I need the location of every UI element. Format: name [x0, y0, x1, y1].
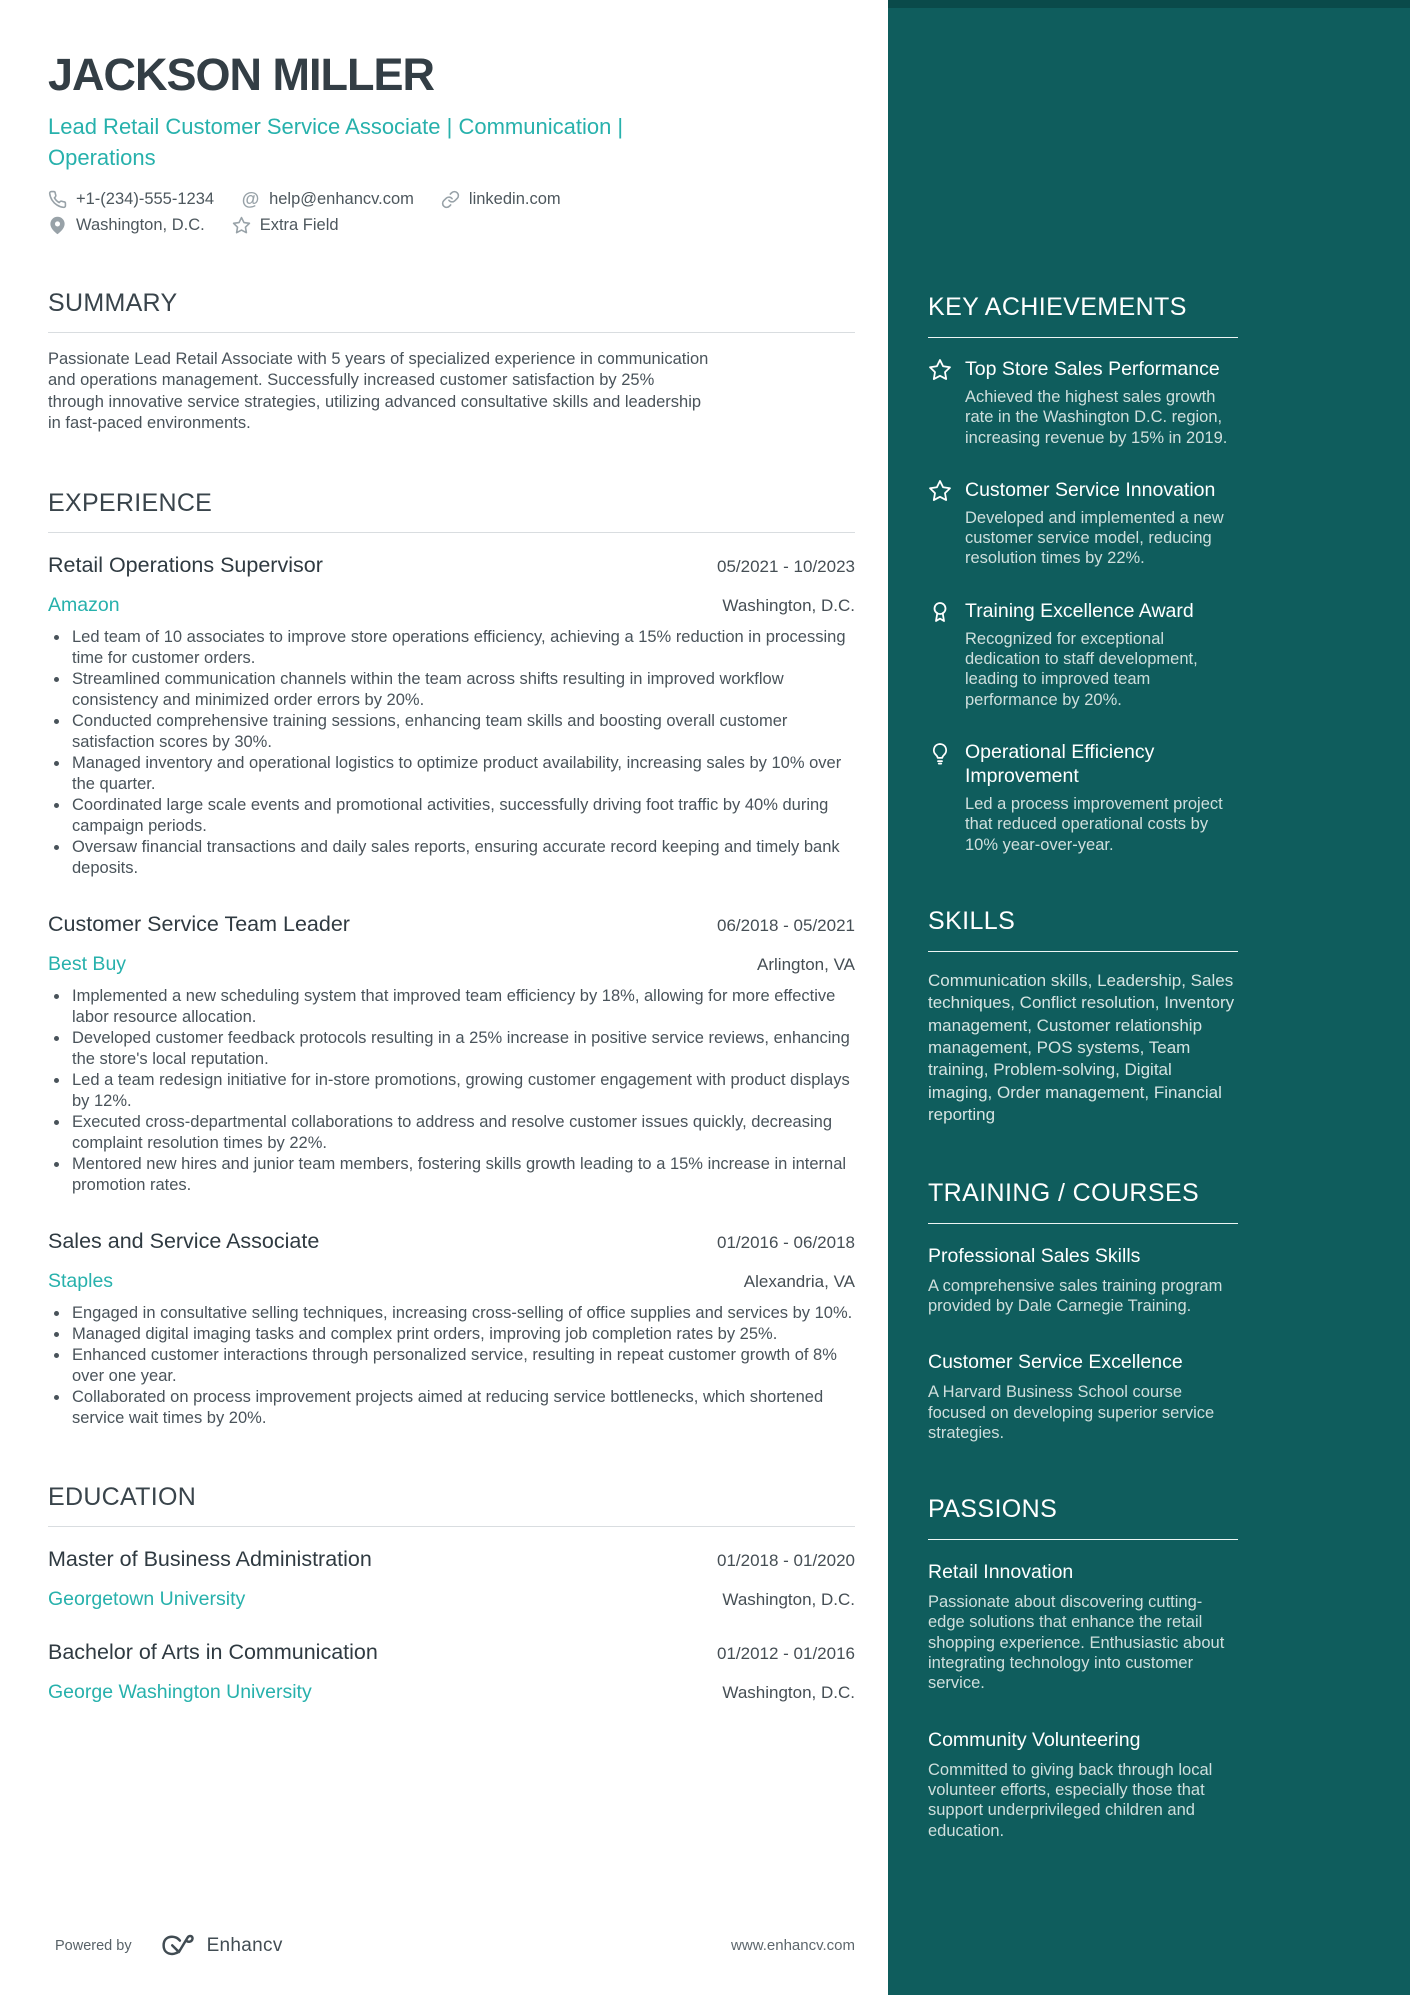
achievement-item — [928, 599, 1238, 710]
company-name: Staples — [48, 1269, 114, 1292]
footer — [55, 1932, 855, 1959]
degree-entry — [48, 1639, 855, 1704]
job-bullet: • Oversaw financial transactions and daily sales reports, ensuring accurate record keeping and timely bank deposits. — [70, 837, 855, 879]
achievement-title: Top Store Sales Performance — [965, 358, 1220, 380]
degree-location: Washington, D.C. — [722, 1682, 855, 1702]
company-name: Amazon — [48, 593, 120, 616]
summary-heading: SUMMARY — [48, 289, 855, 333]
job-bullet: • Collaborated on process improvement projects aimed at reducing service bottlenecks, which shortened service wait times by 20%. — [70, 1387, 855, 1429]
education-heading: EDUCATION — [48, 1483, 855, 1527]
contact-info — [48, 190, 855, 235]
training-title: Professional Sales Skills — [928, 1244, 1141, 1267]
company-name: Best Buy — [48, 952, 127, 975]
degree-list — [48, 1546, 855, 1704]
degree-location: Washington, D.C. — [722, 1589, 855, 1609]
at-icon: @ — [241, 189, 260, 210]
achievement-title: Training Excellence Award — [965, 599, 1194, 622]
job-bullet: • Engaged in consultative selling techniques, increasing cross-selling of office supplies and services by 10%. — [70, 1303, 855, 1324]
job-title: Sales and Service Associate — [48, 1228, 320, 1253]
linkedin-url[interactable]: linkedin.com — [468, 189, 561, 208]
key-achievements-section — [928, 293, 1238, 855]
phone-icon — [48, 190, 67, 209]
achievement-text: Recognized for exceptional dedication to staff development, leading to improved team performance by 20%. — [965, 629, 1198, 709]
location-pin-icon — [48, 216, 67, 235]
link-icon — [441, 190, 460, 209]
phone-number[interactable]: +1-(234)-555-1234 — [76, 189, 215, 208]
school-name: George Washington University — [48, 1680, 312, 1703]
contact-row — [48, 190, 855, 209]
location-contact — [48, 216, 205, 235]
extra-field-contact — [232, 216, 339, 235]
experience-section — [48, 489, 855, 1429]
skills-text: Communication skills, Leadership, Sales techniques, Conflict resolution, Inventory management, Customer relationship management, POS systems, Team training, Problem-solving, Digital imaging, Order management, Financial reporting — [928, 970, 1235, 1125]
achievement-title: Operational Efficiency Improvement — [965, 740, 1155, 787]
linkedin-contact — [441, 190, 561, 209]
star-icon — [928, 358, 952, 382]
job-entry — [48, 1228, 855, 1429]
job-bullet: • Managed digital imaging tasks and complex print orders, improving job completion rates by 25%. — [70, 1324, 855, 1345]
email-address[interactable]: help@enhancv.com — [269, 189, 414, 208]
achievement-text: Led a process improvement project that reduced operational costs by 10% year-over-year. — [965, 794, 1223, 854]
job-title: Retail Operations Supervisor — [48, 552, 323, 577]
passion-text: Passionate about discovering cutting-edge solutions that enhance the retail shopping experience. Enthusiastic about integrating technology into customer service. — [928, 1593, 1225, 1693]
job-bullet: • Executed cross-departmental collaborations to address and resolve customer issues quickly, decreasing complaint resolution times by 22%. — [70, 1112, 855, 1154]
key-achievements-heading: KEY ACHIEVEMENTS — [928, 293, 1238, 338]
achievement-text: Achieved the highest sales growth rate in the Washington D.C. region, increasing revenue by 15% in 2019. — [965, 388, 1228, 447]
job-bullet: • Mentored new hires and junior team members, fostering skills growth leading to a 15% increase in internal promotion rates. — [70, 1154, 855, 1196]
star-icon — [928, 479, 952, 503]
skills-section — [928, 907, 1238, 1127]
job-bullet: • Led team of 10 associates to improve store operations efficiency, achieving a 15% reduction in processing time for customer orders. — [70, 627, 855, 669]
training-title: Customer Service Excellence — [928, 1351, 1183, 1374]
job-bullet-list — [48, 986, 855, 1196]
passion-text: Committed to giving back through local volunteer efforts, especially those that support underprivileged children and education. — [928, 1760, 1213, 1840]
job-list — [48, 552, 855, 1429]
job-bullet-list — [48, 627, 855, 879]
location-text: Washington, D.C. — [76, 215, 205, 234]
degree-title: Bachelor of Arts in Communication — [48, 1639, 378, 1664]
passion-item — [928, 1728, 1238, 1841]
email-contact — [241, 190, 414, 209]
powered-by-label: Powered by — [55, 1937, 132, 1954]
contact-row — [48, 216, 855, 235]
job-bullet: • Led a team redesign initiative for in-store promotions, growing customer engagement with product displays by 12%. — [70, 1070, 855, 1112]
school-name: Georgetown University — [48, 1587, 246, 1610]
achievement-item — [928, 740, 1238, 855]
passions-section — [928, 1495, 1238, 1841]
degree-entry — [48, 1546, 855, 1611]
job-location: Washington, D.C. — [722, 595, 855, 615]
enhancv-site-link[interactable]: www.enhancv.com — [731, 1937, 855, 1954]
job-bullet: • Managed inventory and operational logistics to optimize product availability, increasing sales by 10% over the quarter. — [70, 753, 855, 795]
resume-sidebar — [888, 0, 1410, 1995]
phone-contact — [48, 190, 214, 209]
job-bullet: • Enhanced customer interactions through personalized service, resulting in repeat customer growth of 8% over one year. — [70, 1345, 855, 1387]
training-section — [928, 1179, 1238, 1443]
training-text: A Harvard Business School course focused on developing superior service strategies. — [928, 1383, 1215, 1442]
training-text: A comprehensive sales training program provided by Dale Carnegie Training. — [928, 1276, 1223, 1315]
job-bullet: • Developed customer feedback protocols resulting in a 25% increase in positive service reviews, enhancing the store's local reputation. — [70, 1028, 855, 1070]
job-location: Arlington, VA — [757, 954, 855, 974]
lightbulb-icon — [928, 741, 952, 765]
summary-text: Passionate Lead Retail Associate with 5 years of specialized experience in communication and operations management. Successfully increased customer satisfaction by 25% through innovative service strategies, utilizing advanced consultative skills and leadership in fast-paced environments. — [48, 349, 709, 433]
passion-title: Retail Innovation — [928, 1561, 1074, 1584]
candidate-headline: Lead Retail Customer Service Associate | Communication | Operations — [48, 113, 624, 170]
job-dates: 01/2016 - 06/2018 — [716, 1232, 855, 1252]
degree-dates: 01/2012 - 01/2016 — [716, 1643, 855, 1663]
experience-heading: EXPERIENCE — [48, 489, 855, 533]
achievement-title: Customer Service Innovation — [965, 478, 1216, 501]
job-title: Customer Service Team Leader — [48, 911, 350, 936]
achievement-item — [928, 357, 1238, 448]
medal-icon — [928, 600, 952, 624]
skills-heading: SKILLS — [928, 907, 1238, 952]
enhancv-brand-name: Enhancv — [206, 1934, 283, 1956]
job-bullet: • Implemented a new scheduling system that improved team efficiency by 18%, allowing for more effective labor resource allocation. — [70, 986, 855, 1028]
job-bullet: • Streamlined communication channels within the team across shifts resulting in improved workflow consistency and minimized order errors by 20%. — [70, 669, 855, 711]
star-icon — [232, 216, 251, 235]
candidate-name: JACKSON MILLER — [48, 49, 435, 100]
job-dates: 05/2021 - 10/2023 — [716, 556, 855, 576]
passion-item — [928, 1560, 1238, 1693]
degree-title: Master of Business Administration — [48, 1546, 372, 1571]
job-entry — [48, 911, 855, 1196]
achievement-item — [928, 478, 1238, 569]
education-section — [48, 1483, 855, 1704]
summary-section — [48, 289, 855, 435]
job-bullet: • Conducted comprehensive training sessions, enhancing team skills and boosting overall customer satisfaction scores by 30%. — [70, 711, 855, 753]
training-item — [928, 1350, 1238, 1443]
enhancv-logo-icon — [156, 1932, 198, 1959]
passions-heading: PASSIONS — [928, 1495, 1238, 1540]
enhancv-logo[interactable] — [156, 1932, 283, 1959]
job-dates: 06/2018 - 05/2021 — [716, 915, 855, 935]
training-heading: TRAINING / COURSES — [928, 1179, 1238, 1224]
passion-title: Community Volunteering — [928, 1728, 1141, 1751]
job-bullet: • Coordinated large scale events and promotional activities, successfully driving foot traffic by 40% during campaign periods. — [70, 795, 855, 837]
degree-dates: 01/2018 - 01/2020 — [716, 1550, 855, 1570]
job-location: Alexandria, VA — [743, 1271, 855, 1291]
achievement-text: Developed and implemented a new customer service model, reducing resolution times by 22%. — [965, 508, 1224, 568]
training-item — [928, 1244, 1238, 1317]
job-bullet-list — [48, 1303, 855, 1429]
extra-field-text: Extra Field — [259, 215, 339, 234]
job-entry — [48, 552, 855, 879]
